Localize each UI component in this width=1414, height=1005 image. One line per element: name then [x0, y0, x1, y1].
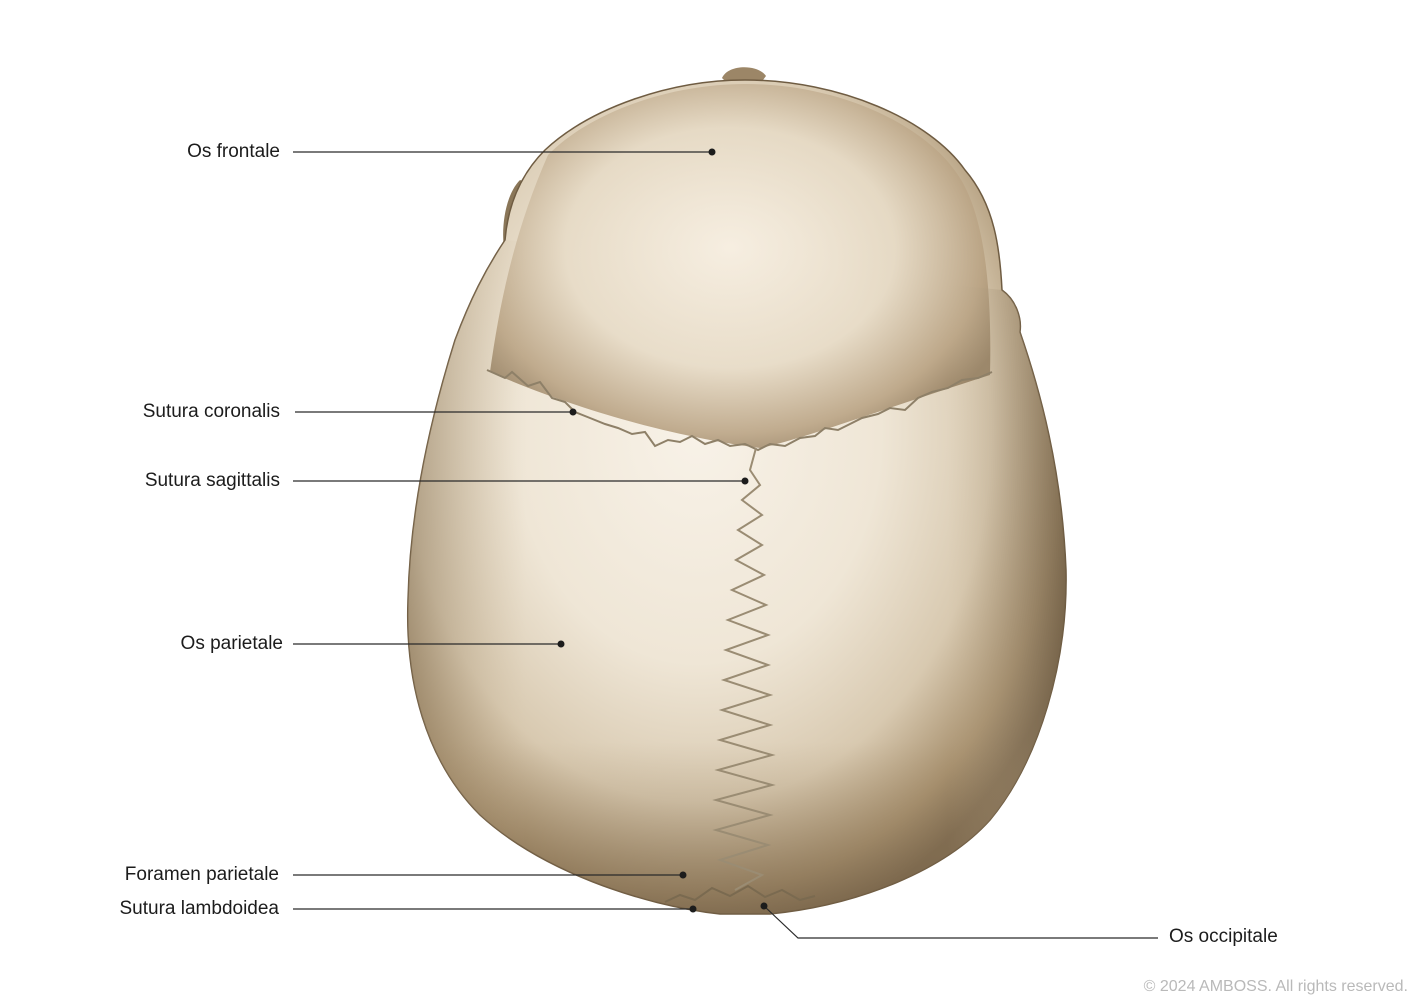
dot-foramen-parietale	[680, 872, 687, 879]
label-sutura-sagittalis: Sutura sagittalis	[144, 470, 280, 491]
dot-sutura-lambdoidea	[690, 906, 697, 913]
label-os-frontale: Os frontale	[187, 141, 280, 162]
label-foramen-parietale: Foramen parietale	[124, 864, 279, 885]
dot-os-parietale	[558, 641, 565, 648]
label-sutura-coronalis: Sutura coronalis	[142, 401, 280, 422]
label-sutura-lambdoidea: Sutura lambdoidea	[119, 898, 279, 919]
leader-os-occipitale	[764, 906, 1158, 938]
dot-os-frontale	[709, 149, 716, 156]
copyright-notice: © 2024 AMBOSS. All rights reserved.	[1143, 978, 1408, 995]
dot-sutura-sagittalis	[742, 478, 749, 485]
dot-sutura-coronalis	[570, 409, 577, 416]
dot-os-occipitale	[761, 903, 768, 910]
label-os-occipitale: Os occipitale	[1169, 926, 1278, 947]
label-os-parietale: Os parietale	[180, 633, 283, 654]
